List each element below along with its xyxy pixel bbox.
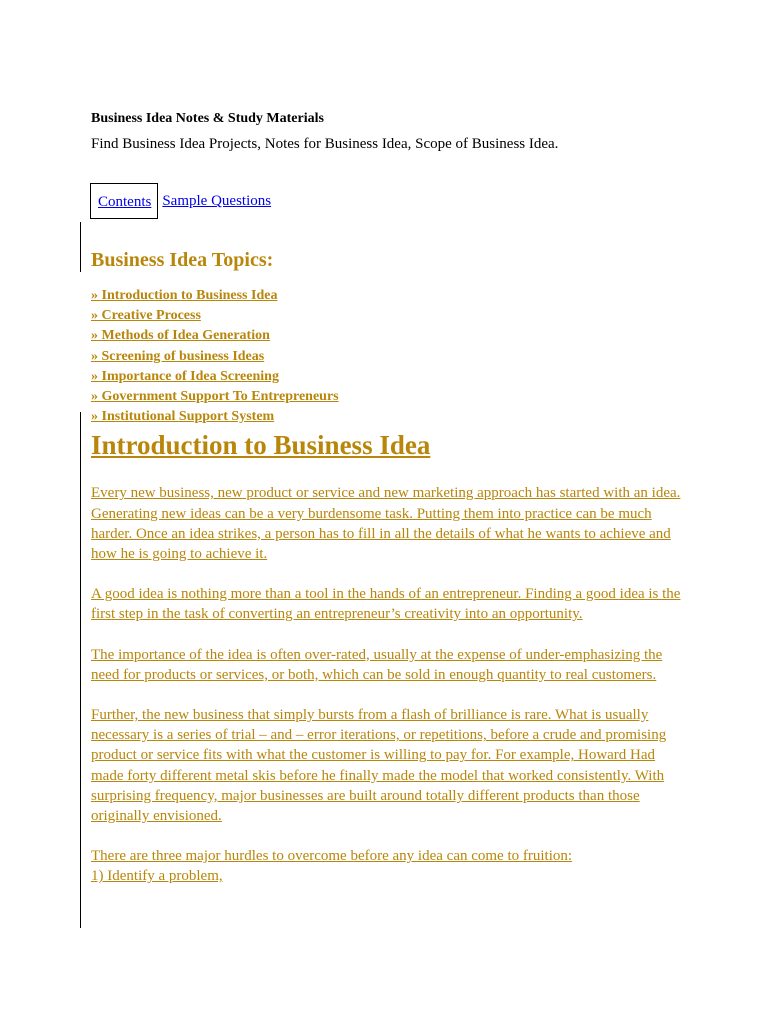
tab-contents[interactable]: Contents [90, 183, 158, 219]
paragraph[interactable]: The importance of the idea is often over-rated, usually at the expense of under-emphasizing the need for products or services, or both, which can be sold in enough quantity to real customers. [91, 646, 663, 683]
topic-link-screening[interactable]: » Screening of business Ideas [91, 348, 265, 364]
hurdle-item: 1) Identify a problem, [91, 868, 223, 885]
topic-link-idea-generation[interactable]: » Methods of Idea Generation [91, 328, 270, 344]
left-border-rule [80, 222, 81, 272]
tab-bar [90, 183, 271, 219]
topic-link-importance-screening[interactable]: » Importance of Idea Screening [91, 368, 279, 384]
topics-list [91, 286, 691, 427]
page-title: Business Idea Notes & Study Materials [91, 111, 324, 126]
main-content [91, 246, 691, 887]
topic-link-institutional-support[interactable]: » Institutional Support System [91, 409, 275, 425]
topics-heading: Business Idea Topics: [91, 249, 274, 271]
topic-link-introduction[interactable]: » Introduction to Business Idea [91, 288, 278, 303]
paragraph[interactable]: Further, the new business that simply bursts from a flash of brilliance is rare. What is usually necessary is a series of trial – and – error iterations, or repetitions, before a crude and promising product or service fits with what the customer is willing to pay for. For example, Howard Had made forty different metal skis before he finally made the model that worked consistently. With surprising frequency, major businesses are built around totally different products than those originally envisioned. [91, 707, 667, 825]
paragraph[interactable] [91, 846, 691, 886]
hurdles-intro: There are three major hurdles to overcome before any idea can come to fruition: [91, 848, 573, 865]
topic-link-creative-process[interactable]: » Creative Process [91, 308, 201, 324]
paragraph[interactable]: Every new business, new product or service and new marketing approach has started with an idea. Generating new ideas can be a very burdensome task. Putting them into practice can be much harder. Once an idea strikes, a person has to fill in all the details of what he wants to achieve and how he is going to achieve it. [91, 485, 681, 563]
tab-sample-questions[interactable]: Sample Questions [162, 193, 272, 209]
topic-link-government-support[interactable]: » Government Support To Entrepreneurs [91, 389, 339, 405]
left-border-rule [80, 412, 81, 928]
page-subtitle: Find Business Idea Projects, Notes for Business Idea, Scope of Business Idea. [91, 136, 559, 152]
paragraph[interactable]: A good idea is nothing more than a tool in the hands of an entrepreneur. Finding a good idea is the first step in the task of converting an entrepreneur’s creativity into an opportunity. [91, 586, 681, 623]
section-title[interactable]: Introduction to Business Idea [91, 430, 431, 461]
